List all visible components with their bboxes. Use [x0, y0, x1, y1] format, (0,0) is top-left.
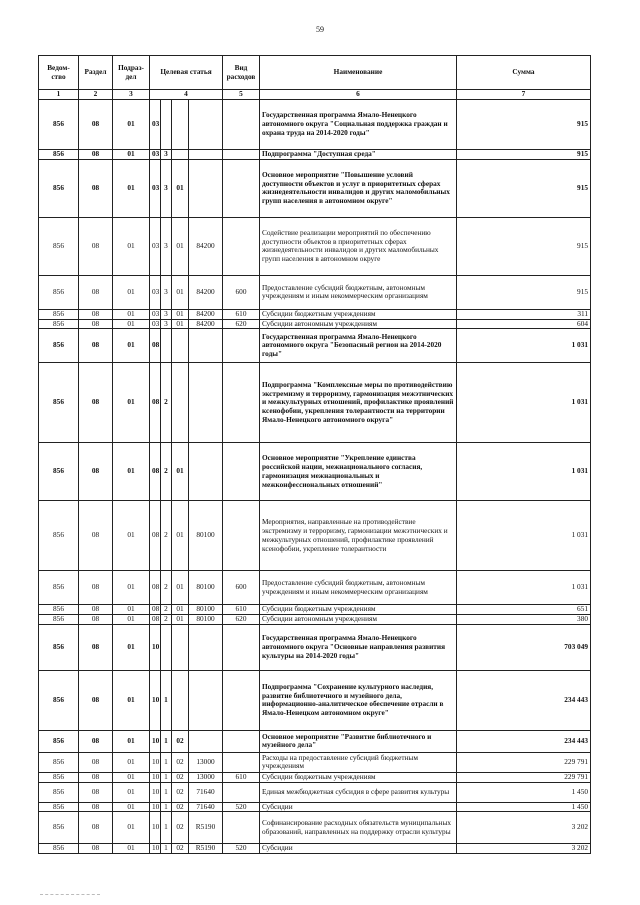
target-subprogram-cell: 3: [161, 149, 172, 159]
sum-cell: 1 450: [457, 782, 591, 802]
sum-cell: 915: [457, 159, 591, 217]
razdel-cell: 08: [79, 329, 113, 363]
vid-cell: [223, 159, 260, 217]
name-cell: Государственная программа Ямало-Ненецкого автономного округа "Социальная поддержка граждан и охрана труда на 2014-2020 годы": [260, 99, 457, 149]
target-subprogram-cell: 3: [161, 159, 172, 217]
sum-cell: 1 031: [457, 571, 591, 605]
table-row: [39, 605, 591, 615]
table-row: [39, 670, 591, 730]
dept-cell: 856: [39, 752, 79, 772]
target-direction-cell: [189, 730, 223, 752]
target-program-cell: 10: [150, 782, 161, 802]
razdel-cell: 08: [79, 149, 113, 159]
podrazdel-cell: 01: [113, 329, 150, 363]
vid-cell: [223, 329, 260, 363]
vid-cell: 520: [223, 844, 260, 854]
dept-cell: 856: [39, 149, 79, 159]
vid-cell: [223, 99, 260, 149]
razdel-cell: 08: [79, 752, 113, 772]
table-row: [39, 752, 591, 772]
podrazdel-cell: 01: [113, 670, 150, 730]
name-cell: Основное мероприятие "Укрепление единства российской нации, межнационального согласия, гармонизация межнациональных и межконфессиональных отношений": [260, 443, 457, 501]
dept-cell: 856: [39, 443, 79, 501]
dept-cell: 856: [39, 615, 79, 625]
header-row: [39, 56, 591, 90]
vid-cell: [223, 752, 260, 772]
target-program-cell: 10: [150, 844, 161, 854]
target-direction-cell: 80100: [189, 615, 223, 625]
name-cell: Государственная программа Ямало-Ненецкого автономного округа "Основные направления развития культуры на 2014-2020 годы": [260, 624, 457, 670]
target-direction-cell: 13000: [189, 752, 223, 772]
podrazdel-cell: 01: [113, 624, 150, 670]
target-subprogram-cell: 1: [161, 730, 172, 752]
dept-cell: 856: [39, 782, 79, 802]
name-cell: Основное мероприятие "Развитие библиотечного и музейного дела": [260, 730, 457, 752]
podrazdel-cell: 01: [113, 309, 150, 319]
target-subprogram-cell: [161, 624, 172, 670]
dept-cell: 856: [39, 217, 79, 275]
sum-cell: 1 031: [457, 501, 591, 571]
podrazdel-cell: 01: [113, 159, 150, 217]
col-number: 4: [150, 90, 223, 100]
target-event-cell: 01: [172, 275, 189, 309]
sum-cell: 234 443: [457, 670, 591, 730]
target-direction-cell: 80100: [189, 571, 223, 605]
dept-cell: 856: [39, 275, 79, 309]
table-row: [39, 309, 591, 319]
name-cell: Подпрограмма "Доступная среда": [260, 149, 457, 159]
table-row: [39, 812, 591, 844]
name-cell: Софинансирование расходных обязательств муниципальных образований, направленных на поддержку отрасли культуры: [260, 812, 457, 844]
target-subprogram-cell: 3: [161, 217, 172, 275]
target-program-cell: 08: [150, 501, 161, 571]
target-direction-cell: [189, 329, 223, 363]
target-program-cell: 10: [150, 670, 161, 730]
sum-cell: 915: [457, 217, 591, 275]
name-cell: Подпрограмма "Сохранение культурного наследия, развитие библиотечного и музейного дела, информационно-аналитическое обеспечение отрасли в Ямало-Ненецком автономном округе": [260, 670, 457, 730]
podrazdel-cell: 01: [113, 501, 150, 571]
vid-cell: 520: [223, 802, 260, 812]
target-program-cell: 03: [150, 159, 161, 217]
target-program-cell: 08: [150, 363, 161, 443]
razdel-cell: 08: [79, 99, 113, 149]
name-cell: Субсидии: [260, 802, 457, 812]
podrazdel-cell: 01: [113, 571, 150, 605]
col-number: 5: [223, 90, 260, 100]
target-direction-cell: R5190: [189, 812, 223, 844]
name-cell: Расходы на предоставление субсидий бюджетным учреждениям: [260, 752, 457, 772]
target-program-cell: 03: [150, 99, 161, 149]
col-number: 6: [260, 90, 457, 100]
razdel-cell: 08: [79, 319, 113, 329]
target-event-cell: 01: [172, 615, 189, 625]
target-subprogram-cell: 3: [161, 319, 172, 329]
name-cell: Подпрограмма "Комплексные меры по противодействию экстремизму и терроризму, гармонизация межэтнических и межкультурных отношений, профилактике проявлений ксенофобии, укрепления толерантности на территории Ямало-Ненецкого автономного округа": [260, 363, 457, 443]
name-cell: Субсидии: [260, 844, 457, 854]
target-event-cell: 02: [172, 772, 189, 782]
target-program-cell: 10: [150, 752, 161, 772]
table-row: [39, 329, 591, 363]
podrazdel-cell: 01: [113, 802, 150, 812]
target-program-cell: 10: [150, 802, 161, 812]
target-subprogram-cell: 2: [161, 443, 172, 501]
header-podrazdel: Подраз- дел: [113, 56, 150, 90]
dept-cell: 856: [39, 571, 79, 605]
dept-cell: 856: [39, 329, 79, 363]
sum-cell: 915: [457, 99, 591, 149]
name-cell: Государственная программа Ямало-Ненецкого автономного округа "Безопасный регион на 2014-2020 годы": [260, 329, 457, 363]
dept-cell: 856: [39, 772, 79, 782]
podrazdel-cell: 01: [113, 363, 150, 443]
vid-cell: [223, 501, 260, 571]
target-event-cell: 01: [172, 319, 189, 329]
target-event-cell: 01: [172, 217, 189, 275]
target-event-cell: [172, 624, 189, 670]
header-sum: Сумма: [457, 56, 591, 90]
dept-cell: 856: [39, 605, 79, 615]
target-direction-cell: [189, 624, 223, 670]
target-direction-cell: [189, 670, 223, 730]
target-direction-cell: [189, 159, 223, 217]
table-row: [39, 615, 591, 625]
table-row: [39, 571, 591, 605]
header-razdel: Раздел: [79, 56, 113, 90]
target-direction-cell: [189, 99, 223, 149]
razdel-cell: 08: [79, 443, 113, 501]
sum-cell: 1 031: [457, 329, 591, 363]
target-subprogram-cell: [161, 99, 172, 149]
sum-cell: 229 791: [457, 752, 591, 772]
table-row: [39, 319, 591, 329]
target-program-cell: 03: [150, 217, 161, 275]
dept-cell: 856: [39, 319, 79, 329]
vid-cell: 620: [223, 615, 260, 625]
name-cell: Предоставление субсидий бюджетным, автономным учреждениям и иным некоммерческим организациям: [260, 571, 457, 605]
sum-cell: 703 049: [457, 624, 591, 670]
table-body: [39, 99, 591, 853]
name-cell: Субсидии бюджетным учреждениям: [260, 309, 457, 319]
target-event-cell: [172, 149, 189, 159]
target-program-cell: 10: [150, 624, 161, 670]
target-direction-cell: [189, 363, 223, 443]
target-direction-cell: 71640: [189, 802, 223, 812]
target-event-cell: [172, 99, 189, 149]
header-name: Наименование: [260, 56, 457, 90]
target-program-cell: 08: [150, 329, 161, 363]
name-cell: Субсидии автономным учреждениям: [260, 319, 457, 329]
target-direction-cell: R5190: [189, 844, 223, 854]
target-event-cell: 01: [172, 309, 189, 319]
name-cell: Единая межбюджетная субсидия в сфере развития культуры: [260, 782, 457, 802]
vid-cell: 620: [223, 319, 260, 329]
razdel-cell: 08: [79, 605, 113, 615]
sum-cell: 1 031: [457, 443, 591, 501]
vid-cell: [223, 782, 260, 802]
dept-cell: 856: [39, 730, 79, 752]
target-subprogram-cell: 2: [161, 571, 172, 605]
sum-cell: 3 202: [457, 812, 591, 844]
target-subprogram-cell: 1: [161, 844, 172, 854]
razdel-cell: 08: [79, 309, 113, 319]
col-number: 7: [457, 90, 591, 100]
header-dept: Ведом- ство: [39, 56, 79, 90]
target-program-cell: 10: [150, 730, 161, 752]
razdel-cell: 08: [79, 802, 113, 812]
vid-cell: 610: [223, 309, 260, 319]
target-program-cell: 03: [150, 149, 161, 159]
target-subprogram-cell: 3: [161, 275, 172, 309]
table-row: [39, 844, 591, 854]
table-row: [39, 730, 591, 752]
table-row: [39, 149, 591, 159]
podrazdel-cell: 01: [113, 615, 150, 625]
sum-cell: 229 791: [457, 772, 591, 782]
sum-cell: 3 202: [457, 844, 591, 854]
table-row: [39, 501, 591, 571]
vid-cell: 610: [223, 772, 260, 782]
dept-cell: 856: [39, 670, 79, 730]
razdel-cell: 08: [79, 615, 113, 625]
dept-cell: 856: [39, 802, 79, 812]
podrazdel-cell: 01: [113, 605, 150, 615]
dept-cell: 856: [39, 159, 79, 217]
podrazdel-cell: 01: [113, 782, 150, 802]
vid-cell: [223, 624, 260, 670]
name-cell: Мероприятия, направленные на противодействие экстремизму и терроризму, гармонизации межэтнических и межкультурных отношений, профилактике проявлений ксенофобии, укрепление толерантности: [260, 501, 457, 571]
dept-cell: 856: [39, 624, 79, 670]
header-vid: Вид расходов: [223, 56, 260, 90]
target-subprogram-cell: [161, 329, 172, 363]
sum-cell: 311: [457, 309, 591, 319]
target-subprogram-cell: 2: [161, 615, 172, 625]
target-subprogram-cell: 1: [161, 812, 172, 844]
target-event-cell: 02: [172, 752, 189, 772]
podrazdel-cell: 01: [113, 149, 150, 159]
sum-cell: 380: [457, 615, 591, 625]
vid-cell: [223, 443, 260, 501]
razdel-cell: 08: [79, 812, 113, 844]
sum-cell: 651: [457, 605, 591, 615]
target-program-cell: 03: [150, 319, 161, 329]
name-cell: Предоставление субсидий бюджетным, автономным учреждениям и иным некоммерческим организациям: [260, 275, 457, 309]
vid-cell: [223, 670, 260, 730]
podrazdel-cell: 01: [113, 844, 150, 854]
vid-cell: 610: [223, 605, 260, 615]
col-number: 1: [39, 90, 79, 100]
sum-cell: 234 443: [457, 730, 591, 752]
razdel-cell: 08: [79, 624, 113, 670]
target-subprogram-cell: 2: [161, 501, 172, 571]
table-row: [39, 99, 591, 149]
vid-cell: 600: [223, 571, 260, 605]
podrazdel-cell: 01: [113, 319, 150, 329]
vid-cell: [223, 812, 260, 844]
razdel-cell: 08: [79, 363, 113, 443]
razdel-cell: 08: [79, 782, 113, 802]
vid-cell: [223, 217, 260, 275]
target-subprogram-cell: 3: [161, 309, 172, 319]
name-cell: Субсидии бюджетным учреждениям: [260, 772, 457, 782]
razdel-cell: 08: [79, 571, 113, 605]
sum-cell: 1 450: [457, 802, 591, 812]
name-cell: Субсидии автономным учреждениям: [260, 615, 457, 625]
target-event-cell: 01: [172, 501, 189, 571]
target-direction-cell: 80100: [189, 501, 223, 571]
table-row: [39, 275, 591, 309]
target-event-cell: 02: [172, 730, 189, 752]
razdel-cell: 08: [79, 730, 113, 752]
name-cell: Основное мероприятие "Повышение условий доступности объектов и услуг в приоритетных сферах жизнедеятельности инвалидов и других маломобильных групп населения в автономном округе": [260, 159, 457, 217]
dept-cell: 856: [39, 812, 79, 844]
razdel-cell: 08: [79, 501, 113, 571]
dept-cell: 856: [39, 99, 79, 149]
target-program-cell: 03: [150, 275, 161, 309]
sum-cell: 915: [457, 275, 591, 309]
target-subprogram-cell: 2: [161, 363, 172, 443]
target-direction-cell: [189, 443, 223, 501]
target-program-cell: 08: [150, 605, 161, 615]
target-program-cell: 03: [150, 309, 161, 319]
name-cell: Субсидии бюджетным учреждениям: [260, 605, 457, 615]
table-row: [39, 772, 591, 782]
podrazdel-cell: 01: [113, 730, 150, 752]
target-event-cell: [172, 363, 189, 443]
target-subprogram-cell: 1: [161, 752, 172, 772]
target-subprogram-cell: 2: [161, 605, 172, 615]
target-direction-cell: 80100: [189, 605, 223, 615]
target-direction-cell: 84200: [189, 217, 223, 275]
scan-mark: [40, 894, 100, 895]
target-program-cell: 10: [150, 772, 161, 782]
razdel-cell: 08: [79, 670, 113, 730]
target-event-cell: 01: [172, 159, 189, 217]
target-event-cell: 01: [172, 605, 189, 615]
target-subprogram-cell: 1: [161, 772, 172, 782]
target-event-cell: 02: [172, 782, 189, 802]
razdel-cell: 08: [79, 217, 113, 275]
target-event-cell: 02: [172, 802, 189, 812]
target-event-cell: 01: [172, 571, 189, 605]
target-event-cell: 02: [172, 844, 189, 854]
target-direction-cell: 13000: [189, 772, 223, 782]
target-direction-cell: 71640: [189, 782, 223, 802]
podrazdel-cell: 01: [113, 99, 150, 149]
razdel-cell: 08: [79, 844, 113, 854]
table-row: [39, 802, 591, 812]
dept-cell: 856: [39, 844, 79, 854]
target-direction-cell: [189, 149, 223, 159]
podrazdel-cell: 01: [113, 812, 150, 844]
razdel-cell: 08: [79, 275, 113, 309]
col-number: 2: [79, 90, 113, 100]
column-number-row: [39, 90, 591, 100]
target-subprogram-cell: 1: [161, 802, 172, 812]
table-row: [39, 624, 591, 670]
target-program-cell: 08: [150, 571, 161, 605]
target-event-cell: [172, 329, 189, 363]
dept-cell: 856: [39, 501, 79, 571]
target-event-cell: 01: [172, 443, 189, 501]
podrazdel-cell: 01: [113, 275, 150, 309]
target-subprogram-cell: 1: [161, 782, 172, 802]
target-direction-cell: 84200: [189, 309, 223, 319]
target-event-cell: [172, 670, 189, 730]
table-row: [39, 217, 591, 275]
name-cell: Содействие реализации мероприятий по обеспечению доступности объектов в приоритетных сферах жизнедеятельности инвалидов и других маломобильных групп населения в автономном округе: [260, 217, 457, 275]
target-program-cell: 10: [150, 812, 161, 844]
header-target: Целевая статья: [150, 56, 223, 90]
razdel-cell: 08: [79, 159, 113, 217]
razdel-cell: 08: [79, 772, 113, 782]
sum-cell: 1 031: [457, 363, 591, 443]
podrazdel-cell: 01: [113, 752, 150, 772]
target-subprogram-cell: 1: [161, 670, 172, 730]
vid-cell: [223, 363, 260, 443]
table-row: [39, 159, 591, 217]
target-direction-cell: 84200: [189, 319, 223, 329]
target-program-cell: 08: [150, 615, 161, 625]
sum-cell: 604: [457, 319, 591, 329]
dept-cell: 856: [39, 309, 79, 319]
table-row: [39, 363, 591, 443]
podrazdel-cell: 01: [113, 772, 150, 782]
vid-cell: [223, 730, 260, 752]
dept-cell: 856: [39, 363, 79, 443]
col-number: 3: [113, 90, 150, 100]
podrazdel-cell: 01: [113, 217, 150, 275]
sum-cell: 915: [457, 149, 591, 159]
target-program-cell: 08: [150, 443, 161, 501]
podrazdel-cell: 01: [113, 443, 150, 501]
budget-table: [38, 55, 591, 854]
table-row: [39, 782, 591, 802]
target-event-cell: 02: [172, 812, 189, 844]
page-number: 59: [316, 25, 324, 34]
target-direction-cell: 84200: [189, 275, 223, 309]
table-row: [39, 443, 591, 501]
vid-cell: [223, 149, 260, 159]
vid-cell: 600: [223, 275, 260, 309]
